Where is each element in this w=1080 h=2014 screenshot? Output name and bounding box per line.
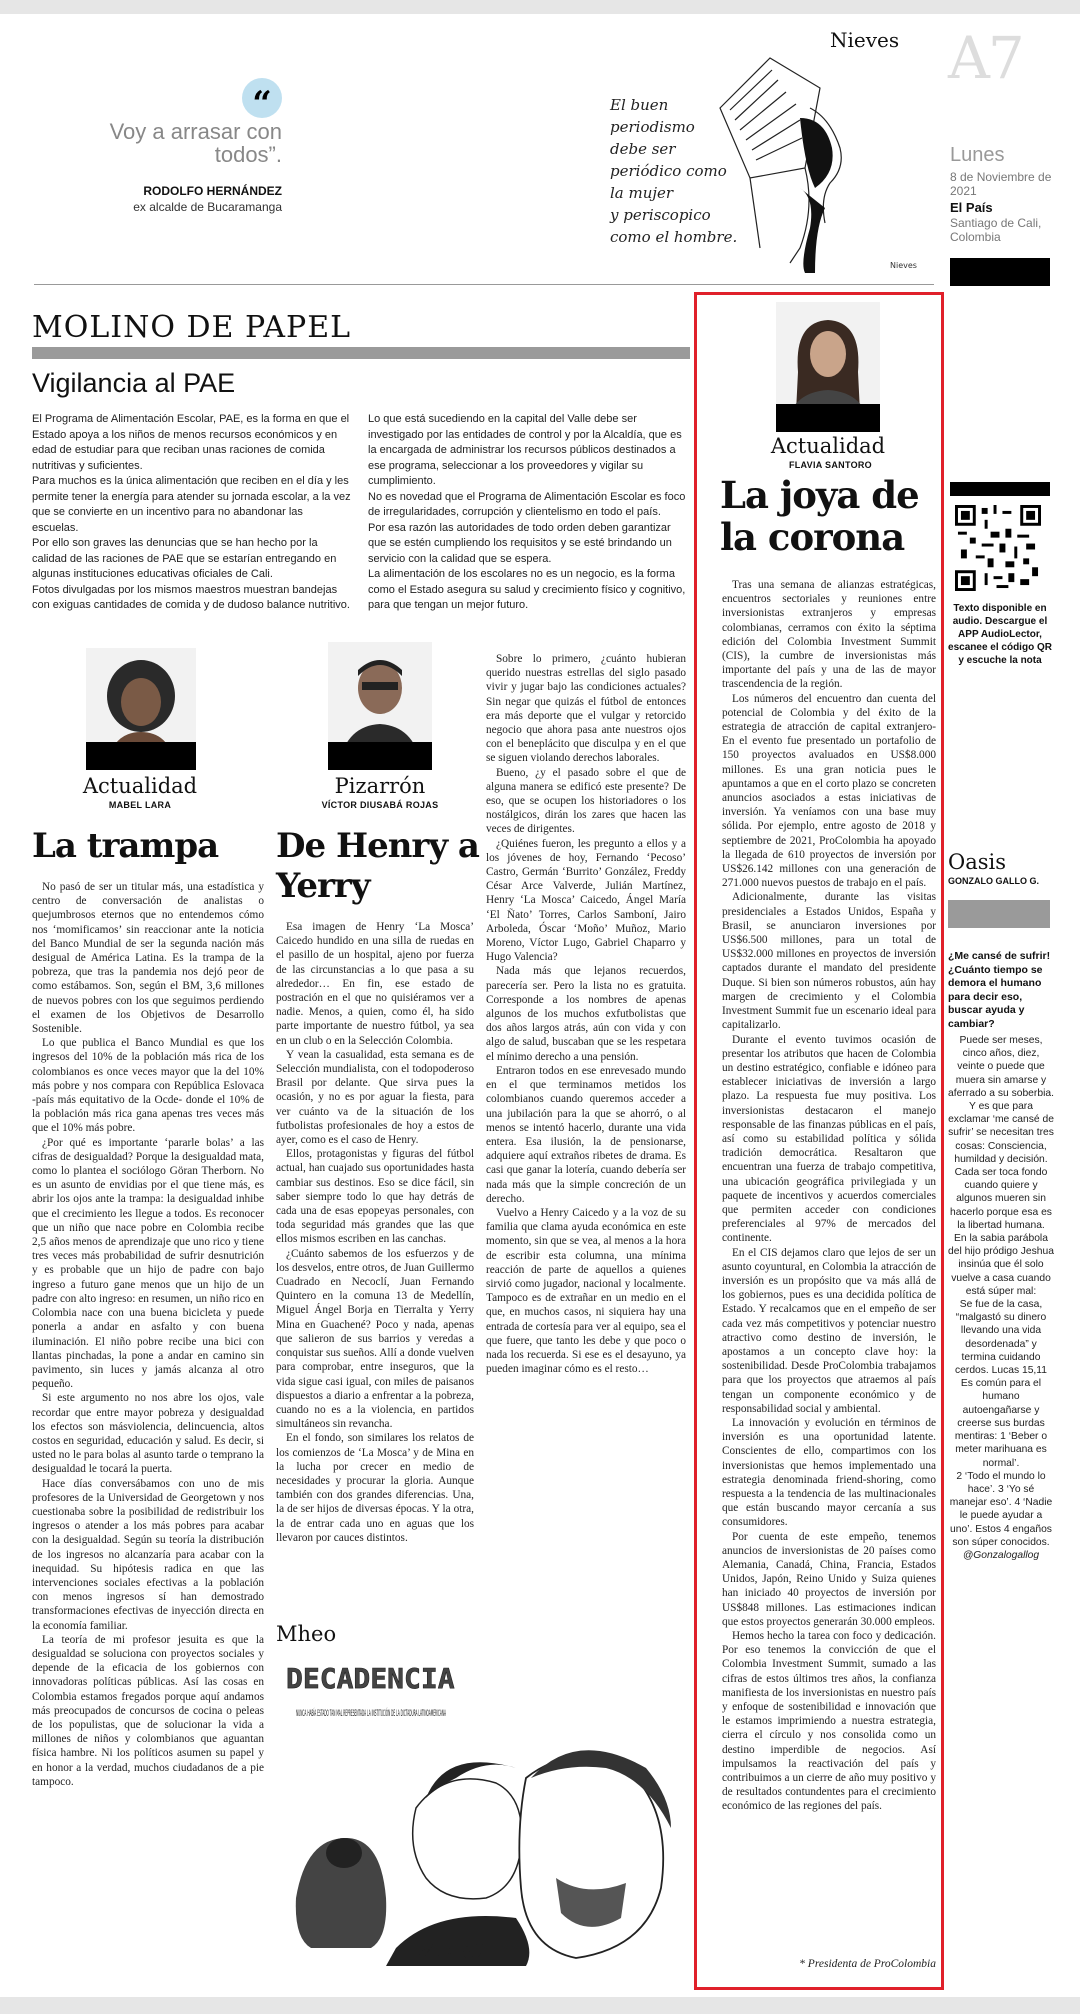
column-headline: La trampa [32, 826, 219, 866]
column-paragraph: ¿Cuánto sabemos de los esfuerzos y de los desvelos, entre otros, de Juan Guillermo Cuadrado en Necoclí, Juan Fernando Quintero en la comuna 13 de Medellín, Miguel Ángel Borja en Tierralta y Yerry Mina en Guachené? Poco y nada, apenas que salieron de sus barrios y veredas a conquistar sus sueños. Allí a donde vuelven para comprobar, entre inseguros, que la vida sigue casi igual, con miles de paisanos dispuestos a diario a enfrentar a la pobreza, cuando no es a la violencia, en partidos simultáneos sin revancha. [276, 1247, 474, 1431]
bottom-cartoon [276, 1648, 680, 1966]
column-paragraph: Si este argumento no nos abre los ojos, vale recordar que entre mayor pobreza y desigualdad los efectos son másviolencia, delincuencia, altos costos en seguridad, educación y salud. Es decir, si usted no le para bolas al asunto tarde o temprano la desigualdad le tocará la puerta. [32, 1392, 264, 1476]
quote-author-role: ex alcalde de Bucaramanga [133, 200, 282, 214]
cartoon-speech [296, 1707, 446, 1719]
top-cartoon [600, 48, 940, 280]
oasis-paragraph: Cada ser toca fondo cuando quiere y algunos mueren sin hacerlo porque esa es la libertad humana. [950, 1167, 1052, 1231]
editorial-paragraph: La alimentación de los escolares no es un negocio, es la forma como el Estado asegura su salud y crecimiento físico y cognitivo, para que tengan un mejor futuro. [368, 568, 686, 611]
column-label: Pizarrón [334, 774, 426, 798]
photo-caption-bar [776, 404, 880, 432]
photo-caption-bar [328, 742, 432, 770]
column-author: FLAVIA SANTORO [788, 460, 872, 470]
column-paragraph: Y vean la casualidad, esta semana es de Selección mundialista, con el todopoderoso Brasil por delante. Que sirva pues la ocasión, y no es por aguar la fiesta, para ver cuánto va de la situación de los futbolistas profesionales de hoy a estos de ayer, como es el caso de Henry. [276, 1048, 474, 1147]
top-border [0, 0, 1080, 14]
photo-caption-bar [86, 742, 196, 770]
editorial-paragraph: No es novedad que el Programa de Alimentación Escolar es foco de irregularidades, corrupción y clientelismo en todo el país. [368, 490, 686, 518]
column-paragraph: Entraron todos en ese enrevesado mundo en el que terminamos metidos los colombianos cuando queremos acceder a una jubilación para la que se ahorró, o al menos se intentó hacerlo, durante una vida entera. Esa ilusión, la de pensionarse, adquiere aquí extraños ribetes de drama. Es casi que ganar la lotería, cuando debería ser nada más que la simple concreción de un derecho. [486, 1064, 686, 1205]
bottom-border [0, 1997, 1080, 2014]
paper-name: El País [950, 200, 993, 215]
editorial-paragraph: El Programa de Alimentación Escolar, PAE, es la forma en que el Estado apoya a los niños de menos recursos económicos y en edad de estudiar para que reciban unas raciones de comida nutritivas y suficientes. [32, 413, 350, 472]
column-label: Actualidad [82, 774, 198, 798]
column-paragraph: Esa imagen de Henry ‘La Mosca’ Caicedo hundido en una silla de ruedas en el pasillo de un hospital, ajeno por fuerza de las circunstancias a lo que pasa a su alrededor… En fin, ese estado de postración en el que no quisiéramos ver a nadie. Menos, a quien, como él, ha sido parte importante de nuestro fútbol, ya sea en un club o en la Selección Colombia. [276, 921, 474, 1047]
quote-icon: “ [242, 78, 282, 118]
column-signature: * Presidenta de ProColombia [799, 1958, 936, 1970]
oasis-bar [948, 900, 1050, 928]
column-body [32, 880, 264, 1980]
cartoon-caption-line: periódico como [610, 162, 727, 180]
sidebar-black-bar [950, 482, 1050, 496]
header-divider [34, 284, 934, 285]
oasis-paragraph: En la sabia parábola del hijo pródigo Jeshua insinúa que él solo vuelve a casa cuando está súper mal: [948, 1233, 1054, 1297]
editorial-section-title: MOLINO DE PAPEL [32, 310, 352, 345]
column-paragraph: Tras una semana de alianzas estratégicas, encuentros sectoriales y reuniones entre inversionistas extranjeros y empresas colombianas, cerramos con éxito la séptima edición del Colombia Investment Summit (CIS), la cumbre de inversionistas más importante del país y una de las de mayor trascendencia de la región. [722, 579, 936, 691]
editorial-paragraph: Lo que está sucediendo en la capital del Valle debe ser investigado por las entidades de control y por la Alcaldía, que es la encargada de administrar los recursos públicos destinados a ese programa, seleccionar a los proveedores y vigilar su cumplimiento. [368, 413, 682, 487]
column-paragraph: Sobre lo primero, ¿cuánto hubieran querido nuestras estrellas del siglo pasado vivir y jugar bajo las condiciones actuales? Sin negar que quizás el fútbol de entonces era más deporte que el vulgar y retorcido negocio que ahora pasa ante nuestros ojos con el beneplácito que disculpa y en el que se siguen violando derechos laborales. [486, 653, 686, 765]
audio-note-text: Texto disponible en audio. Descargue el APP AudioLector, escanee el código QR y escuche la nota [948, 603, 1052, 666]
cartoon-caption-line: y periscopico [610, 206, 711, 224]
oasis-lead: ¿Me cansé de sufrir! ¿Cuánto tiempo se demora el humano para decir eso, buscar ayuda y cambiar? [948, 950, 1051, 1030]
columnist-photo-mabel-lara [86, 648, 196, 770]
oasis-paragraph: Y es que para exclamar ‘me cansé de sufrir’ se necesitan tres cosas: Consciencia, humildad y decisión. [948, 1101, 1054, 1165]
columnist-photo-flavia-santoro [776, 302, 880, 432]
column-paragraph: En el fondo, son similares los relatos de los comienzos de ‘La Mosca’ y de Mina en la lucha por crecer en medio de necesidades y procurar la gloria. Aunque también con dos grandes diferencias. Una, la de ser hijos de diversas épocas. Y la otra, la de entrar cada uno en aguas que los llevaron por cauces distintos. [276, 1432, 474, 1544]
column-paragraph: Adicionalmente, durante las visitas presidenciales a Estados Unidos, España y Brasil, se anunciaron inversiones por US$6.500 millones, para un total de US$32.000 millones en proyectos de inversión captados durante el mandato del presidente Duque. Si bien son números robustos, aún hay margen de crecimiento y el Colombia Investment Summit fue un escenario ideal para capitalizarlo. [722, 891, 936, 1032]
oasis-body [948, 1034, 1054, 1562]
cartoon-caption-line: debe ser [610, 140, 676, 158]
columnist-photo-victor-diusaba [328, 642, 432, 770]
date-day: Lunes [950, 144, 1005, 166]
oasis-paragraph: 2 ‘Todo el mundo lo hace’. 3 ‘Yo sé manejar eso’. 4 ‘Nadie le puede ayudar a uno’. Estos 4 engaños son súper conocidos. [949, 1470, 1053, 1548]
page-number: A7 [948, 24, 1023, 92]
date-full: 8 de Noviembre de 2021 [950, 170, 1052, 198]
column-author: MABEL LARA [108, 800, 172, 810]
column-paragraph: Hemos hecho la tarea con foco y dedicación. Por eso tenemos la convicción de que el Colombia Investment Summit, sumado a las cifras de estos últimos tres años, la confianza manifiesta de los inversionistas en nuestro país y enfoque de sostenibilidad e innovación que le estamos imprimiendo a nuestra estrategia, cierra el círculo y nos consolida como un destino imperdible de negocios. Así impulsamos la reactivación del país y contribuimos a un cierre de año muy positivo y de resultados contundentes para el crecimiento económico de las regiones del país. [722, 1630, 936, 1813]
cartoon-caption-line: periodismo [610, 118, 695, 136]
column-paragraph: En el CIS dejamos claro que lejos de ser un asunto coyuntural, en Colombia la atracción de inversión es un propósito que va más allá de los gobiernos, pues es una decidida política de Estado. Y recalcamos que en el empeño de ser cada vez más competitivos y potenciar nuestro atractivo como destino de inversión, le apostamos a un concepto clave hoy: la sostenibilidad. Desde ProColombia trabajamos para que los proyectos que atraemos al país tengan un componente económico y de responsabilidad social y ambiental. [722, 1246, 936, 1415]
cartoon-caption-line: como el hombre. [610, 228, 738, 246]
column-paragraph: Lo que publica el Banco Mundial es que los ingresos del 10% de la población más rica de los colombianos es once veces mayor que la del 10% más pobre y nos compara con República Eslovaca -país más equitativo de la Ocde- donde el 10% de la población más rica gana apenas tres veces más que el 10% más pobre. [32, 1037, 264, 1135]
column-paragraph: La innovación y evolución en términos de inversión es una oportunidad latente. Conscientes de ello, compartimos con los inversionistas que hemos implementado una estrategia denominada friend-shoring, como respuesta a la tendencia de las multinacionales que están buscando mayor cercanía a sus consumidores. [722, 1416, 936, 1529]
header-quote: Voy a arrasar con todos”. [109, 119, 282, 167]
oasis-paragraph: Es común para el humano autoengañarse y creerse sus burdas mentiras: 1 ‘Beber o meter marihuana es normal’. [954, 1378, 1048, 1469]
cartoon-caption-line: El buen [610, 96, 669, 114]
column-paragraph: La teoría de mi profesor jesuita es que la desigualdad se soluciona con proyectos sociales y depende de la eficacia de los gobiernos con innovadoras políticas públicas. Así las cosas en Colombia estamos fregados porque aquí andamos más preocupados de concursos de cocina o peleas de los populistas, que de solucionar la vida a millones de niños y colombianos que aguantan física hambre. Ni los políticos asumen su papel y en honor a la verdad, muchos ciudadanos de a pie tampoco. [32, 1633, 264, 1788]
oasis-paragraph: Se fue de la casa, “malgastó su dinero llevando una vida desordenada” y termina cuidando cerdos. Lucas 15,11 [955, 1299, 1047, 1377]
column-paragraph: No pasó de ser un titular más, una estadística y centro de conversación de analistas o quejumbrosos eternos que no entendemos cómo nos ‘momificamos’ sin reaccionar ante la noticia del Banco Mundial de ser la segunda nación más desigual de América Latina. Es la trampa de la pobreza, que tras la pandemia nos dejó peor de como estábamos. Son, según el BM, 3,6 millones de nuevos pobres con los que seguimos perdiendo el examen de los Objetivos de Desarrollo Sostenible. [32, 881, 264, 1036]
oasis-author: GONZALO GALLO G. [948, 876, 1039, 886]
quote-author: RODOLFO HERNÁNDEZ [143, 184, 282, 198]
column-paragraph: Durante el evento tuvimos ocasión de presentar los atributos que hacen de Colombia un destino estratégico, confiable e idóneo para establecer iniciativas de inversión a largo plazo. La respuesta fue muy positiva. Los inversionistas destacaron el manejo responsable de las finanzas públicas en el país, así como su estabilidad política y sólida tradición democrática. Resaltaron que encuentran una fuerza de trabajo competitiva, una ubicación geográfica privilegiada y un paquete de incentivos y acuerdos comerciales que permiten acceder con condiciones preferenciales al 97% de mercados del continente. [722, 1033, 936, 1245]
editorial-column-right [368, 412, 686, 614]
cartoon-signature: MHEO [416, 1939, 485, 1963]
oasis-paragraph: Puede ser meses, cinco años, diez, veinte o puede que muera sin amarse y aferrado a su soberbia. [948, 1035, 1054, 1099]
column-paragraph: Ellos, protagonistas y figuras del fútbol actual, han cuajado sus oportunidades hasta cambiar sus destinos. Eso se dice fácil, sin saber siempre todo lo que hay detrás de cada una de esas epopeyas personales, con toda seguridad más grandes que las que ellos mismos escriben en las canchas. [276, 1148, 474, 1246]
column-paragraph: Nada más que lejanos recuerdos, parecería ser. Pero la lista no es gratuita. Corresponde a los nombres de apenas algunos de los muchos exfutbolistas que dos años largos atrás, aún con vida y con algo de salud, buscaban que se les respetara el mínimo derecho a una pensión. [486, 965, 686, 1063]
editorial-title: Vigilancia al PAE [32, 368, 236, 398]
column-headline: La joya de la corona [720, 473, 919, 559]
editorial-paragraph: Fotos divulgadas por los mismos maestros muestran bandejas con exiguas cantidades de comida y de dudoso balance nutritivo. [32, 583, 350, 611]
column-paragraph: Los números del encuentro dan cuenta del potencial de Colombia y del éxito de la estrategia de atracción de capital extranjero- En el evento fue presentado un portafolio de 150 proyectos avaluados en US$8.000 millones. Es una gran noticia pues le apuntamos a que en el corto plazo se concreten anuncios asociados a estas iniciativas de inversión. Ya veníamos con una base muy sólida. Por ejemplo, entre agosto de 2018 y septiembre de 2021, ProColombia ha apoyado la llegada de 610 proyectos de inversión por US$26.142 millones con una generación de 271.000 nuevos puestos de trabajo en el país. [722, 692, 936, 890]
cartoon-section-label: Nieves [830, 28, 900, 52]
editorial-section-bar [32, 347, 690, 359]
editorial-paragraph: Por ello son graves las denuncias que se han hecho por la calidad de las raciones de PAE que se estarían entregando en algunas instituciones educativas oficiales de Cali. [32, 537, 337, 580]
column-paragraph: Hace días conversábamos con uno de mis profesores de la Universidad de Georgetown y nos cuestionaba sobre la posibilidad de redistribuir los ingresos o atender a los más pobres para acabar con la desigualdad. Según su teoría la distribución de los ingresos no alcanzaría para acabar con la inequidad. Su hipótesis radica en que las intervenciones sociales efectivas a la población con menos ingresos sí han demostrado transformaciones efectivas de inyección directa en la economía familiar. [32, 1477, 264, 1632]
column-paragraph: Por cuenta de este empeño, tenemos anuncios de inversionistas de 20 países como Alemania, Canadá, China, Francia, Estados Unidos, Japón, Reino Unido y Suiza quienes han iniciado 40 proyectos de inversión por US$848 millones. Las estimaciones indican que estos proyectos generarán 30.000 empleos. [722, 1530, 936, 1628]
column-body-part2 [486, 652, 686, 1607]
cartoon-title: DECADENCIA [286, 1662, 455, 1695]
editorial-paragraph: Para muchos es la única alimentación que reciben en el día y les permite tener la energía para atender su jornada escolar, a la vez que se convierte en un incentivo para no abandonar las escuelas. [32, 475, 351, 534]
column-paragraph: ¿Quiénes fueron, les pregunto a ellos y a los jóvenes de hoy, Fernando ‘Pecoso’ Castro, Germán ‘Burrito’ González, Freddy César Arce Valverde, Julián Martínez, Henry ‘La Mosca’ Caicedo, Ángel María ‘El Ñato’ Torres, Carlos Samboní, Jairo Arboleda, Óscar ‘Moño’ Muñoz, Mario Moreno, Víctor Lugo, Gabriel Chaparro y Hugo Valencia? [486, 837, 686, 964]
column-paragraph: Vuelvo a Henry Caicedo y a la voz de su familia que clama ayuda económica en este momento, sin que se vea, al menos a la hora de escribir esta columna, una mínima reacción de parte de aquellos a quienes sirvió como jugador, nacional y localmente. Tampoco es de extrañar en un medio en el que, en muchos casos, ni siquiera hay una entrada de cortesía para ver al equipo, sea el que fuere, que tanto les debe y que poco o nada los recuerda. Si ese es el desayuno, ya pueden imaginar cómo es el resto… [486, 1206, 686, 1376]
column-headline: De Henry a Yerry [276, 826, 479, 906]
column-paragraph: Bueno, ¿y el pasado sobre el que de alguna manera se edificó este presente? De eso, que se ocupen los historiadores o los nostálgicos, dirán los zares que hacen las veces de dirigentes. [486, 766, 686, 836]
cartoon-section-label: Mheo [276, 1622, 337, 1646]
column-body [722, 578, 936, 1948]
editorial-paragraph: Por esa razón las autoridades de todo orden deben garantizar que se estén cumpliendo los requisitos y se esté brindando un servicio con la calidad que se espera. [368, 521, 672, 565]
column-body-part1 [276, 920, 474, 1610]
cartoon-caption-line: la mujer [610, 184, 674, 202]
column-paragraph: ¿Por qué es importante ‘pararle bolas’ a las cifras de desigualdad? Porque la desigualdad mata, como lo plantea el sociólogo Göran Therborn. No es un asunto de envidias por el que tiene más, es abrir los ojos ante la trampa: la desigualdad inhibe que el crecimiento les llegue a todos. Es reconocer que un niño que nace pobre en Colombia recibe 2,5 años menos de aprendizaje que uno rico y tiene tres veces más probabilidad de sufrir desnutrición y es probable que un hijo de padre con bajo ingreso a futuro gane menos que un hijo de un padre con alto ingreso: en resumen, un niño rico en Colombia nace con una buena bicicleta y puede ponerla a andar en asfalto y con buena iluminación. El niño pobre recibe una bici con llantas pinchadas, la pone a andar en camino sin pavimento, sin luces y jamás alcanza al otro pequeño. [32, 1136, 264, 1391]
editorial-column-left [32, 412, 352, 614]
qr-code-icon[interactable] [955, 505, 1041, 591]
header-black-box [950, 258, 1050, 286]
column-label: Actualidad [770, 434, 886, 458]
oasis-handle: @Gonzalogallog [962, 1549, 1040, 1561]
paper-city: Santiago de Cali, Colombia [950, 216, 1042, 244]
cartoon-signature: Nieves [890, 261, 917, 270]
oasis-label: Oasis [948, 850, 1007, 874]
column-author: VÍCTOR DIUSABÁ ROJAS [321, 800, 439, 810]
